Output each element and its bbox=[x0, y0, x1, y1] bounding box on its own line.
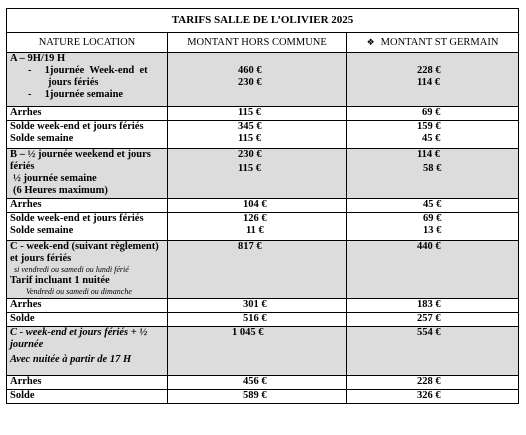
amount-hc: 104 € bbox=[168, 199, 347, 213]
amount-value: 69 € bbox=[423, 213, 442, 224]
label-line: Tarif incluant 1 nuitée bbox=[10, 275, 110, 286]
label-line: Solde semaine bbox=[10, 225, 74, 236]
amount-hc: 456 € bbox=[168, 376, 347, 390]
row-label: Arrhes bbox=[7, 199, 168, 213]
row-label bbox=[7, 213, 168, 241]
amount-hc bbox=[168, 149, 347, 199]
table-row bbox=[7, 327, 519, 376]
amount-sg bbox=[347, 53, 519, 107]
amount-sg: 183 € bbox=[347, 299, 519, 313]
table-row bbox=[7, 199, 519, 213]
label-line: Avec nuitée à partir de 17 H bbox=[10, 354, 132, 365]
amount-value: 230 € bbox=[238, 77, 262, 88]
table-row bbox=[7, 149, 519, 199]
label-line: fériés bbox=[10, 161, 35, 172]
amount-value: 114 € bbox=[417, 149, 441, 160]
header-hors-commune: MONTANT HORS COMMUNE bbox=[168, 33, 347, 53]
amount-sg: 440 € bbox=[347, 241, 519, 299]
amount-value: 13 € bbox=[423, 225, 442, 236]
row-label bbox=[7, 149, 168, 199]
amount-sg: 69 € bbox=[347, 107, 519, 121]
table-title: TARIFS SALLE DE L’OLIVIER 2025 bbox=[7, 9, 519, 33]
amount-value: 45 € bbox=[422, 133, 441, 144]
row-label: Arrhes bbox=[7, 299, 168, 313]
label-line: Solde semaine bbox=[10, 133, 74, 144]
row-label bbox=[7, 327, 168, 376]
tariff-table bbox=[6, 8, 519, 404]
row-a-item-weekend: - 1journée Week-end et bbox=[28, 65, 148, 76]
amount-value: 159 € bbox=[417, 121, 441, 132]
label-line: C - week-end (suivant règlement) bbox=[10, 241, 159, 252]
label-line: C - week-end et jours fériés + ½ bbox=[10, 327, 148, 338]
amount-hc: 817 € bbox=[168, 241, 347, 299]
table-row bbox=[7, 53, 519, 107]
table-row bbox=[7, 299, 519, 313]
amount-hc: 1 045 € bbox=[168, 327, 347, 376]
amount-value: 114 € bbox=[417, 77, 441, 88]
header-st-germain bbox=[347, 33, 519, 53]
label-line: journée bbox=[10, 339, 44, 350]
amount-sg bbox=[347, 149, 519, 199]
row-label bbox=[7, 53, 168, 107]
row-label: Solde bbox=[7, 390, 168, 404]
header-row bbox=[7, 33, 519, 53]
label-note: si vendredi ou samedi ou lundi férié bbox=[14, 265, 129, 274]
amount-value: 228 € bbox=[417, 65, 441, 76]
amount-value: 345 € bbox=[238, 121, 262, 132]
amount-hc bbox=[168, 53, 347, 107]
amount-sg: 228 € bbox=[347, 376, 519, 390]
amount-sg: 45 € bbox=[347, 199, 519, 213]
diamond-bullet-icon: ❖ bbox=[366, 37, 375, 47]
table-row bbox=[7, 313, 519, 327]
label-line: B – ½ journée weekend et jours bbox=[10, 149, 151, 160]
amount-sg: 554 € bbox=[347, 327, 519, 376]
amount-hc: 115 € bbox=[168, 107, 347, 121]
amount-sg: 257 € bbox=[347, 313, 519, 327]
row-a-item-weekend-cont: jours fériés bbox=[48, 77, 99, 88]
label-line: Solde week-end et jours fériés bbox=[10, 121, 144, 132]
amount-hc bbox=[168, 121, 347, 149]
table-row bbox=[7, 376, 519, 390]
row-label: Arrhes bbox=[7, 107, 168, 121]
row-label bbox=[7, 241, 168, 299]
amount-value: 11 € bbox=[246, 225, 264, 236]
amount-sg bbox=[347, 121, 519, 149]
row-label: Solde bbox=[7, 313, 168, 327]
label-line: et jours fériés bbox=[10, 253, 72, 264]
amount-sg bbox=[347, 213, 519, 241]
amount-value: 115 € bbox=[238, 133, 262, 144]
amount-value: 460 € bbox=[238, 65, 262, 76]
table-row bbox=[7, 121, 519, 149]
label-line: (6 Heures maximum) bbox=[13, 185, 108, 196]
amount-value: 115 € bbox=[238, 163, 262, 174]
amount-value: 58 € bbox=[423, 163, 442, 174]
amount-sg: 326 € bbox=[347, 390, 519, 404]
row-label: Arrhes bbox=[7, 376, 168, 390]
table-row bbox=[7, 390, 519, 404]
table-row bbox=[7, 213, 519, 241]
amount-value: 126 € bbox=[243, 213, 267, 224]
row-label bbox=[7, 121, 168, 149]
amount-value: 230 € bbox=[238, 149, 262, 160]
amount-hc: 589 € bbox=[168, 390, 347, 404]
label-line: Solde week-end et jours fériés bbox=[10, 213, 144, 224]
header-nature: NATURE LOCATION bbox=[7, 33, 168, 53]
label-line: ½ journée semaine bbox=[13, 173, 97, 184]
label-note: Vendredi ou samedi ou dimanche bbox=[26, 287, 132, 296]
header-st-germain-label: MONTANT ST GERMAIN bbox=[380, 37, 499, 48]
amount-hc: 516 € bbox=[168, 313, 347, 327]
amount-hc bbox=[168, 213, 347, 241]
table-row bbox=[7, 107, 519, 121]
table-row bbox=[7, 241, 519, 299]
amount-hc: 301 € bbox=[168, 299, 347, 313]
row-a-item-semaine: - 1journée semaine bbox=[28, 89, 124, 100]
row-a-title: A – 9H/19 H bbox=[10, 53, 66, 64]
